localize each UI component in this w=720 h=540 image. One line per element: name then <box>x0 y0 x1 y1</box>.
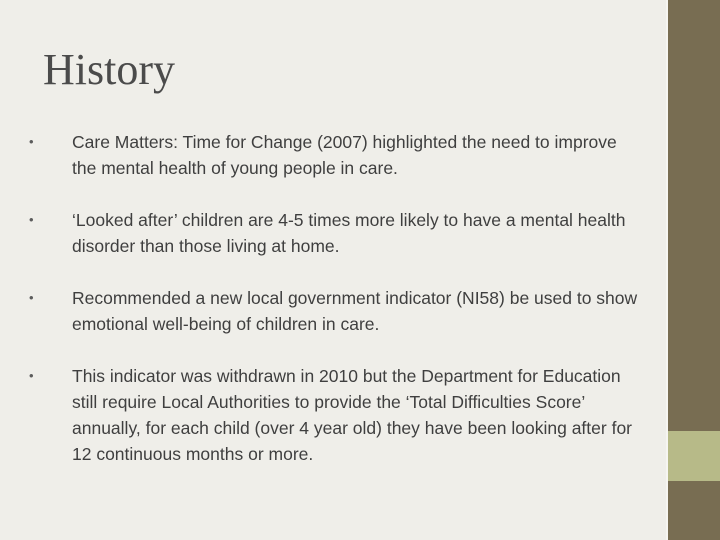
bullet-text: ‘Looked after’ children are 4-5 times more likely to have a mental health disorder than those living at home. <box>72 210 626 256</box>
slide-title: History <box>43 45 175 94</box>
bullet-text: This indicator was withdrawn in 2010 but the Department for Education still require Local Authorities to provide the ‘Total Difficulties Score’ annually, for each child (over 4 year old) they have been looking after for 12 continuous months or more. <box>72 366 632 464</box>
bullet-icon: • <box>29 290 34 305</box>
sidebar-accent-block <box>668 431 720 481</box>
bullet-item <box>29 363 639 467</box>
bullet-text: Recommended a new local government indicator (NI58) be used to show emotional well-being of children in care. <box>72 288 638 334</box>
bullet-item <box>29 285 639 337</box>
bullet-text: Care Matters: Time for Change (2007) highlighted the need to improve the mental health of young people in care. <box>72 132 617 178</box>
bullet-item <box>29 129 639 181</box>
bullet-icon: • <box>29 368 34 383</box>
bullet-icon: • <box>29 212 34 227</box>
bullet-list <box>29 129 639 467</box>
bullet-item <box>29 207 639 259</box>
bullet-icon: • <box>29 134 34 149</box>
